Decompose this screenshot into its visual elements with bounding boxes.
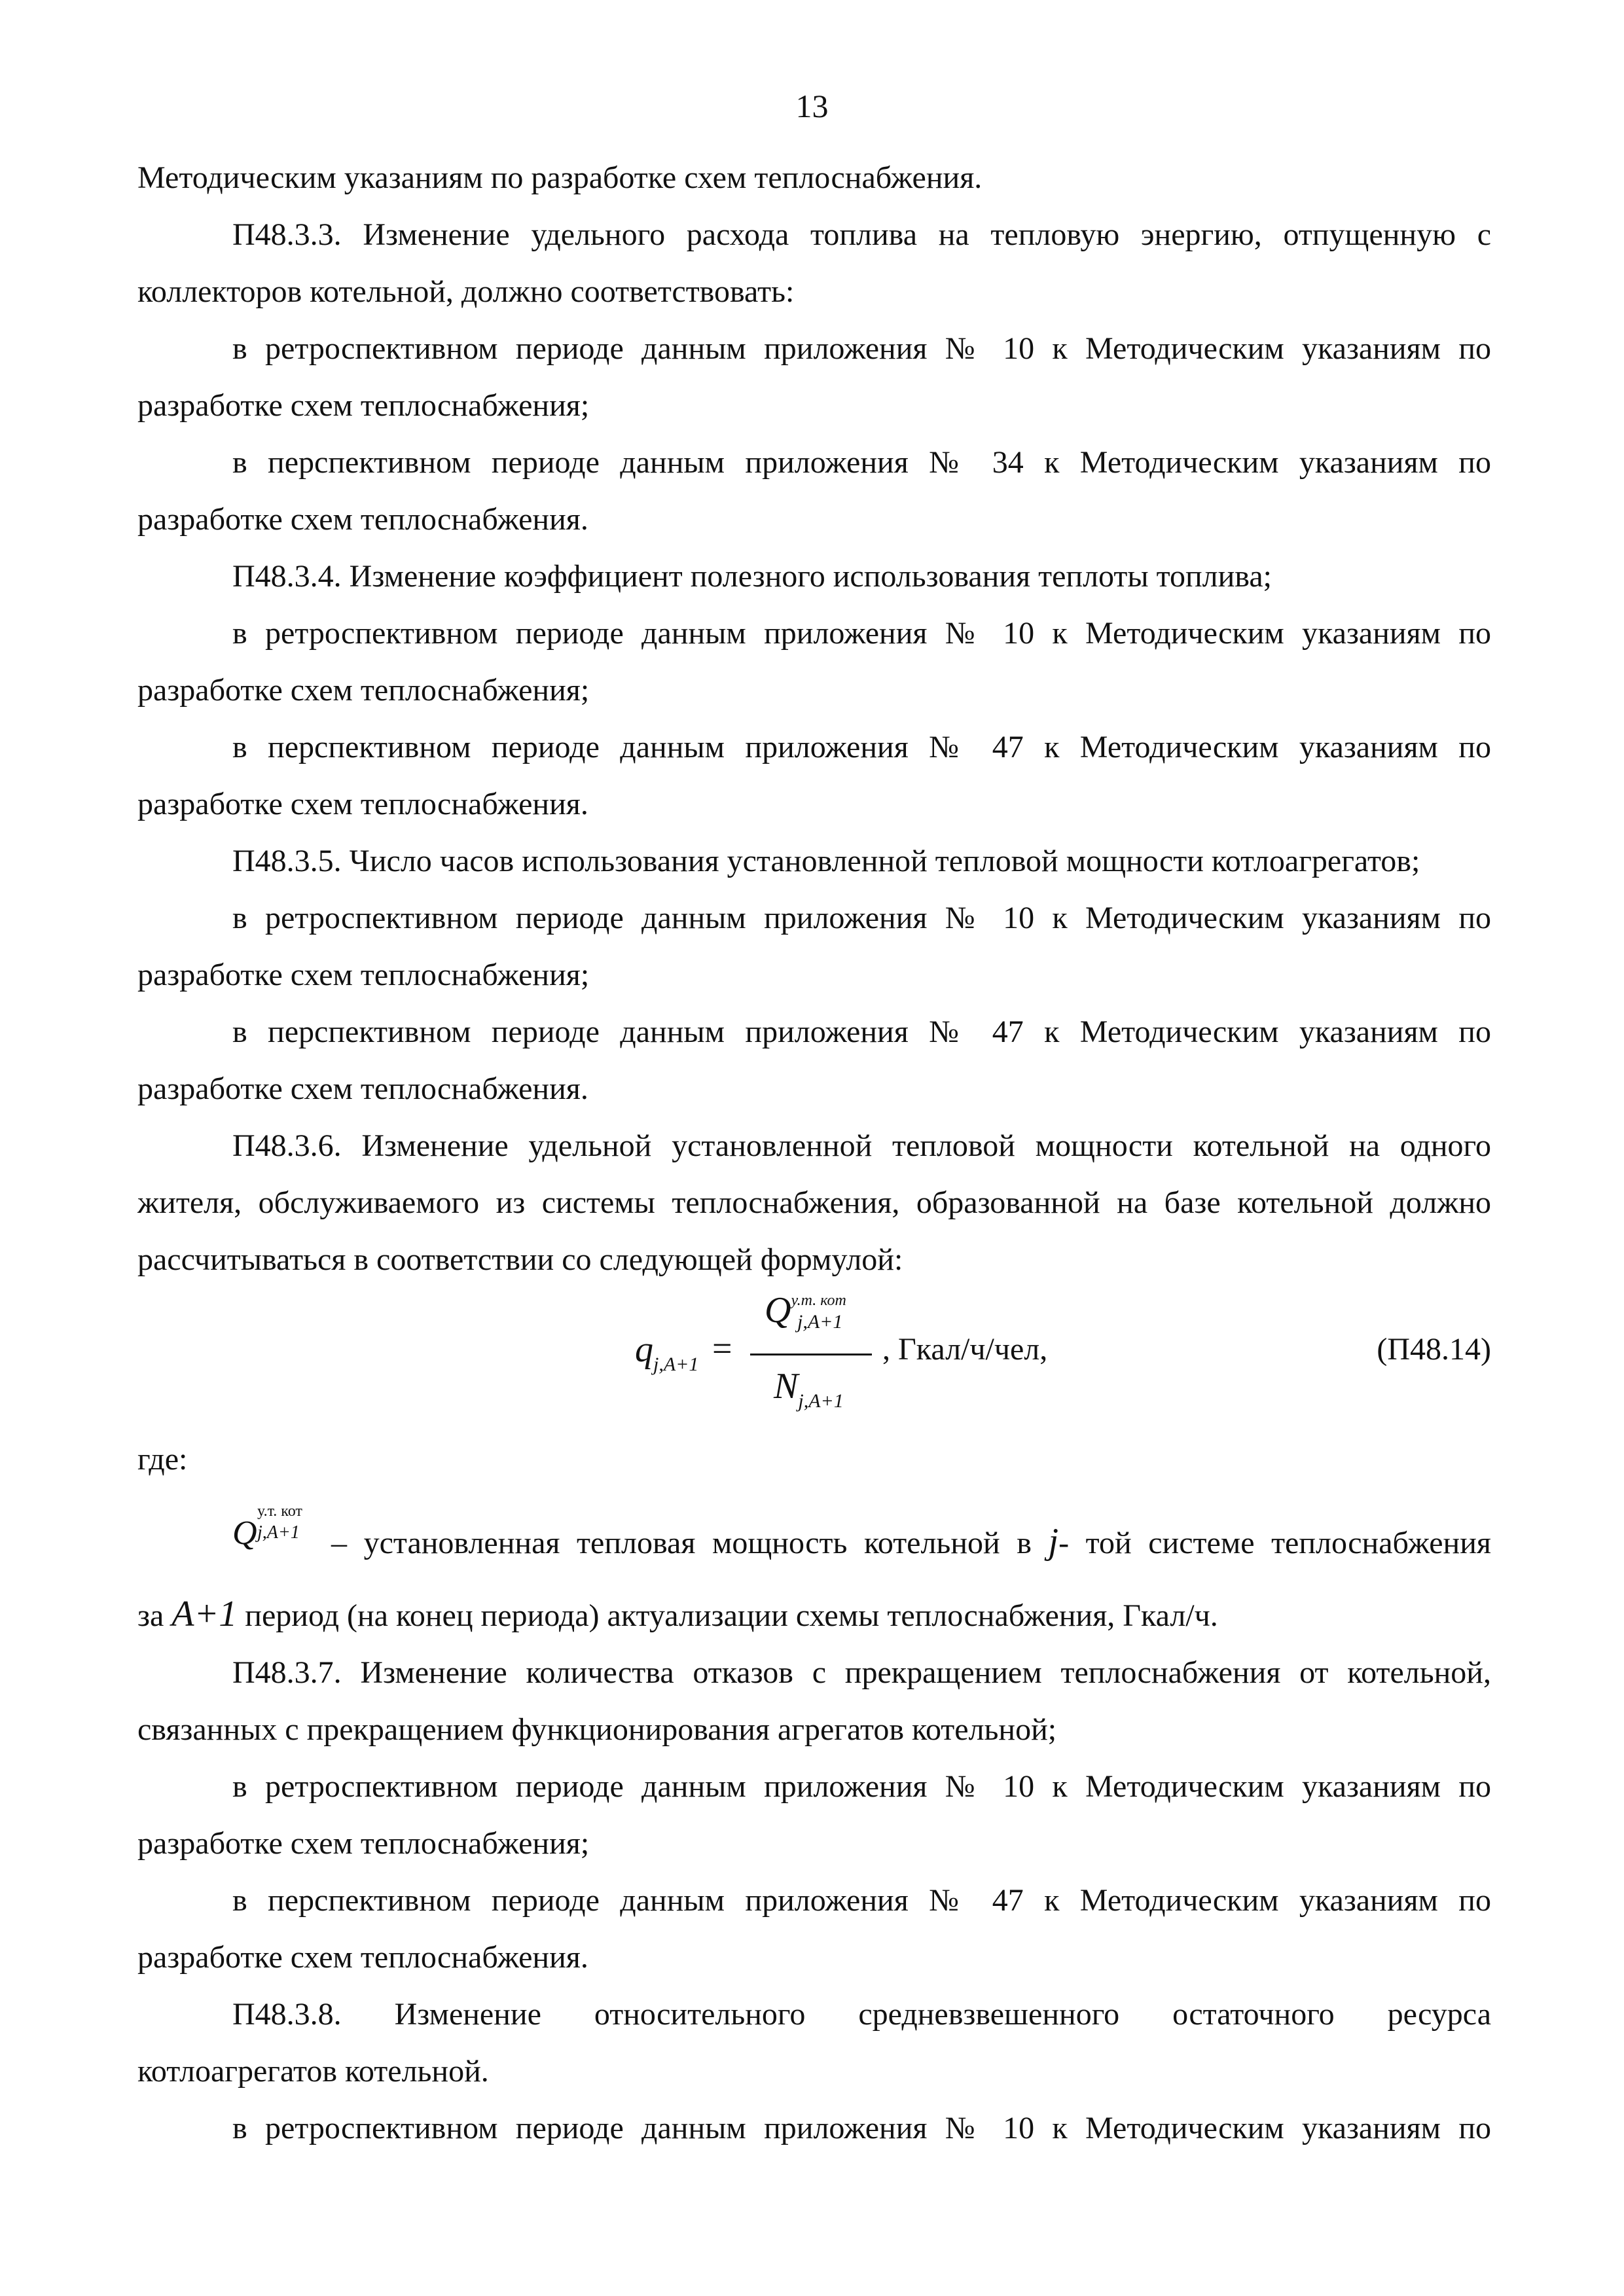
formula-numerator: $Q^{у.т. кот}$ xyxy=(765,1290,846,1331)
paragraph-prospective: в перспективном периоде данным приложения № 47 к Методическим указаниям по разработке схем теплоснабжения. xyxy=(137,1014,1491,1106)
paragraph-p48-3-5: П48.3.5. Число часов использования установленной тепловой мощности котлоагрегатов; xyxy=(232,844,1420,878)
paragraph-retrospective: в ретроспективном периоде данным приложения № 10 к Методическим указаниям по разработке схем теплоснабжения; xyxy=(137,331,1491,423)
legend-symbol: Q у.т. кот j,A+1 xyxy=(232,1503,302,1552)
paragraph-p48-3-8: П48.3.8. Изменение относительного средневзвешенного остаточного ресурса xyxy=(232,1997,1491,2032)
formula-units: , Гкал/ч/чел, xyxy=(882,1332,1048,1367)
paragraph-p48-3-8-cont: котлоагрегатов котельной. xyxy=(137,2054,489,2089)
formula-numerator-superscript: у.т. кот xyxy=(791,1292,846,1309)
paragraph-continuation: Методическим указаниям по разработке схем теплоснабжения. xyxy=(137,160,983,195)
formula xyxy=(496,1288,1085,1431)
where-label: где: xyxy=(137,1442,188,1477)
formula-row xyxy=(137,1288,1491,1431)
paragraph-retrospective: в ретроспективном периоде данным приложения № 10 к Методическим указаниям по разработке схем теплоснабжения; xyxy=(137,901,1491,992)
legend-var-j: j xyxy=(1048,1521,1059,1562)
paragraph-retrospective-last: в ретроспективном периоде данным приложения № 10 к Методическим указаниям по xyxy=(232,2111,1491,2145)
paragraph-p48-3-3: П48.3.3. Изменение удельного расхода топлива на тепловую энергию, отпущенную с коллекторов котельной, должно соответствовать: xyxy=(137,217,1491,309)
paragraph-prospective: в перспективном периоде данным приложения № 34 к Методическим указаниям по разработке схем теплоснабжения. xyxy=(137,445,1491,537)
formula-equals: = xyxy=(712,1329,732,1368)
legend-row xyxy=(137,1488,1491,1586)
equation-number: (П48.14) xyxy=(1377,1332,1491,1367)
formula-fraction xyxy=(750,1288,875,1431)
page-number: 13 xyxy=(795,88,829,124)
paragraph-p48-3-7: П48.3.7. Изменение количества отказов с прекращением теплоснабжения от котельной, связанных с прекращением функционирования агрегатов котельной; xyxy=(137,1655,1491,1747)
document-body xyxy=(137,149,1491,2157)
paragraph-retrospective: в ретроспективном периоде данным приложения № 10 к Методическим указаниям по разработке схем теплоснабжения; xyxy=(137,616,1491,708)
formula-lhs-subscript: j,A+1 xyxy=(653,1354,699,1375)
legend-superscript: у.т. кот xyxy=(257,1503,302,1520)
legend-line2: за A+1 период (на конец периода) актуализации схемы теплоснабжения, Гкал/ч. xyxy=(137,1594,1218,1634)
formula-lhs: $q_{j,A+1}$ xyxy=(635,1329,699,1375)
formula-denominator-subscript: j,A+1 xyxy=(798,1390,844,1412)
paragraph-retrospective: в ретроспективном периоде данным приложения № 10 к Методическим указаниям по разработке схем теплоснабжения; xyxy=(137,1769,1491,1861)
formula-denominator: $N_{j,A+1}$ xyxy=(774,1366,844,1412)
legend-subscript: j,A+1 xyxy=(257,1522,300,1543)
paragraph-prospective: в перспективном периоде данным приложения № 47 к Методическим указаниям по разработке схем теплоснабжения. xyxy=(137,730,1491,821)
paragraph-p48-3-6: П48.3.6. Изменение удельной установленной тепловой мощности котельной на одного жителя, обслуживаемого из системы теплоснабжения, образованной на базе котельной должно рассчитываться в соответствии со следующей формулой: xyxy=(137,1128,1491,1277)
paragraph-prospective: в перспективном периоде данным приложения № 47 к Методическим указаниям по разработке схем теплоснабжения. xyxy=(137,1883,1491,1975)
legend-var-a1: A+1 xyxy=(171,1594,238,1634)
legend-description: – установленная тепловая мощность котельной в j- той системе теплоснабжения xyxy=(331,1521,1492,1562)
paragraph-p48-3-4: П48.3.4. Изменение коэффициент полезного использования теплоты топлива; xyxy=(232,559,1272,594)
fraction-line xyxy=(750,1354,872,1355)
formula-numerator-subscript: j,A+1 xyxy=(797,1311,843,1333)
